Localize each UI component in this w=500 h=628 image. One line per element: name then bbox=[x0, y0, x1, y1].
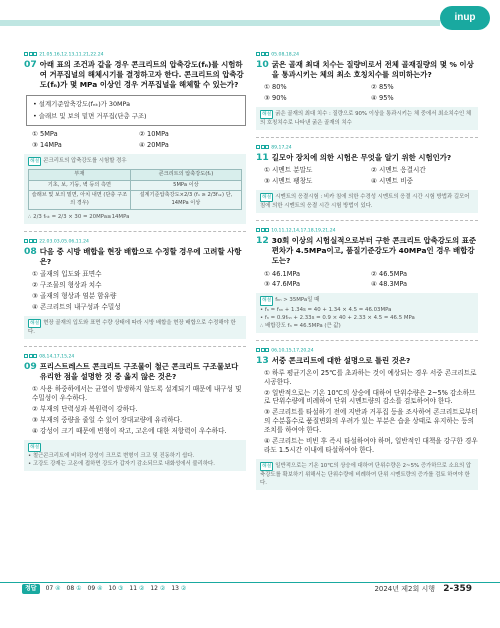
table-header: 콘크리트의 압축강도(fₙ) bbox=[130, 169, 241, 180]
explanation: 해설 일반적으로는 기온 10℃의 상승에 대하여 단위수량은 2~5% 증가하므로 소요의 압축강도를 확보하기 위해서는 단위수량에 비례하여 단위 시멘트량의 증가를 검토 하여야 한다. bbox=[256, 459, 478, 490]
question-number: 12 bbox=[256, 234, 269, 246]
choices bbox=[264, 270, 478, 290]
explanation: 해설 현장 골재의 입도와 표면 수량 상태에 따라 시방 배합을 현장 배합으로 수정해야 한다. bbox=[24, 316, 246, 339]
question-10 bbox=[256, 52, 478, 130]
divider bbox=[256, 137, 478, 138]
question-tag: 05.08,18,24 bbox=[256, 52, 478, 59]
answer-item: 10 ③ bbox=[108, 585, 124, 592]
answer-label: 정답 bbox=[22, 584, 40, 594]
question-text: 아래 표의 조건과 같을 경우 콘크리트의 압축강도(fₙ)를 시험하여 거푸집널의 해체시기를 결정하고자 한다. 콘크리트의 압축강도(fₙ)가 몇 MPa 이상인 경우 거푸집널을 해체할 수 있는가? bbox=[39, 59, 244, 90]
explanation: 해설 fₙₙ > 35MPa일 때 • fₙ = fₙₙ + 1.34s = 40 + 1.34 × 4.5 = 46.03MPa • fₙ = 0.9fₙₙ + 2.33s = 0.9 × 40 + 2.33 × 4.5 = 46.5 MPa ∴ 배합강도 fₙ = 46.5MPa (큰 값) bbox=[256, 293, 478, 333]
divider bbox=[24, 346, 246, 347]
choice[interactable]: ① 사용 하중하에서는 균열이 발생하지 않도록 설계되기 때문에 내구성 및 수밀성이 우수하다. bbox=[32, 385, 242, 403]
explanation: 해설 콘크리트의 압축강도를 시험할 경우 부재 콘크리트의 압축강도(fₙ) 기초, 보, 기둥, 벽 등의 측면 5MPa 이상 슬래브 및 보의 밑면, 아치 내면 (단층 구조의 경우) 설계기준압축강도×2/3 (fₙ ≥ 2/3fₙₖ) 단, 14MPa 이상 ∴ 2/3 fₙₖ = 2/3 × 30 = 20MPa≥14MPa bbox=[24, 154, 246, 224]
explanation-tag: 해설 bbox=[260, 193, 273, 202]
choice[interactable]: ④ 강성이 크기 때문에 변형이 작고, 고온에 대한 저항력이 우수하다. bbox=[32, 426, 227, 435]
question-tag: 89,17,24 bbox=[256, 145, 478, 152]
choice[interactable]: ④ 콘크리트는 비빈 후 즉시 타설하여야 하며, 일반적인 대책을 강구한 경우라도 1.5시간 이내에 타설하여야 한다. bbox=[264, 436, 478, 454]
choice[interactable]: ④ 콘크리트의 내구성과 수밀성 bbox=[32, 302, 121, 311]
choices bbox=[32, 385, 246, 435]
inup-logo: inup bbox=[440, 6, 490, 30]
choice[interactable]: ① 80% bbox=[264, 83, 287, 92]
question-number: 13 bbox=[256, 354, 269, 366]
question-number: 11 bbox=[256, 151, 269, 163]
explanation-tag: 해설 bbox=[28, 157, 41, 166]
choice[interactable]: ② 일반적으로는 기온 10℃의 상승에 대하여 단위수량은 2~5% 감소하므로 단위수량에 비례하여 단위 시멘트량의 감소를 검토하여야 한다. bbox=[264, 388, 476, 406]
condition-box: • 설계기준압축강도(fₙₖ)가 30MPa • 슬래브 및 보의 밑면 거푸집(단층 구조) bbox=[26, 95, 246, 125]
choice[interactable]: ④ 95% bbox=[371, 94, 394, 103]
choice[interactable]: ③ 47.6MPa bbox=[264, 280, 301, 289]
question-tag: 21.05.16,12.13,11.21,22.24 bbox=[24, 52, 246, 59]
question-08 bbox=[24, 239, 246, 339]
explanation-tag: 해설 bbox=[260, 462, 273, 471]
answer-item: 07 ④ bbox=[45, 585, 61, 592]
question-09 bbox=[24, 354, 246, 471]
choices bbox=[32, 130, 246, 150]
choice[interactable]: ③ 14MPa bbox=[32, 140, 62, 149]
explanation: 해설 시멘트의 응결시험 : 비카 침에 의한 수경성 시멘트의 응결 시간 시험 방법과 길모어 침에 의한 시멘트의 응결 시간 시험 방법이 있다. bbox=[256, 190, 478, 213]
question-number: 10 bbox=[256, 58, 269, 70]
question-number: 08 bbox=[24, 245, 37, 257]
divider bbox=[256, 220, 478, 221]
question-11 bbox=[256, 145, 478, 213]
choice[interactable]: ① 5MPa bbox=[32, 129, 58, 138]
explanation: 해설 굵은 골재의 최대 치수 : 질량으로 90% 이상을 통과시키는 체 중에서 최소치수인 체의 호칭치수로 나타낸 굵은 골재의 치수 bbox=[256, 107, 478, 130]
answer-item: 13 ② bbox=[171, 585, 187, 592]
choice[interactable]: ③ 90% bbox=[264, 94, 287, 103]
question-number: 09 bbox=[24, 360, 37, 372]
page-header bbox=[0, 0, 500, 40]
question-13 bbox=[256, 348, 478, 490]
right-column bbox=[256, 52, 478, 494]
edition-text: 2024년 제2회 시행 bbox=[374, 585, 435, 593]
choice[interactable]: ② 구조물의 형상과 치수 bbox=[32, 281, 102, 290]
page-number: 2-359 bbox=[443, 584, 472, 594]
answer-item: 12 ② bbox=[150, 585, 166, 592]
calculation: ∴ 2/3 fₙₖ = 2/3 × 30 = 20MPa≥14MPa bbox=[28, 213, 130, 220]
question-text: 다음 중 시방 배합을 현장 배합으로 수정할 경우에 고려할 사항은? bbox=[39, 246, 242, 266]
table-row: 기초, 보, 기둥, 벽 등의 측면 5MPa 이상 bbox=[29, 180, 242, 191]
question-text: 프리스트레스트 콘크리트 구조물이 철근 콘크리트 구조물보다 유리한 점을 설명한 것 중 옳지 않은 것은? bbox=[39, 361, 239, 381]
explanation-tag: 해설 bbox=[28, 319, 41, 328]
choice[interactable]: ② 85% bbox=[371, 83, 394, 92]
choice[interactable]: ② 시멘트 응결시간 bbox=[371, 166, 426, 175]
page-info bbox=[374, 583, 472, 595]
choice[interactable]: ① 골재의 입도와 표면수 bbox=[32, 270, 102, 279]
choice[interactable]: ④ 20MPa bbox=[139, 140, 169, 149]
question-tag: 08,14,17,15,24 bbox=[24, 354, 246, 361]
choice[interactable]: ② 부재의 단력성과 복원력이 강하다. bbox=[32, 404, 138, 413]
divider bbox=[256, 340, 478, 341]
choice[interactable]: ③ 골재의 형상과 염분 함유량 bbox=[32, 291, 117, 300]
divider bbox=[24, 231, 246, 232]
choices bbox=[32, 270, 246, 312]
question-number: 07 bbox=[24, 58, 37, 70]
explanation: 해설 • 철근콘크리트에 비하여 강성이 크므로 변형이 크고 및 진동하기 쉽다. • 고강도 강재는 고온에 접하면 강도가 갑자기 감소되므로 내화성에서 불리하다. bbox=[24, 440, 246, 471]
choice[interactable]: ③ 콘크리트를 타설하기 전에 지반과 거푸집 등을 조사하여 콘크리트로부터의 수분흡수로 품질변화의 우려가 있는 부분은 습윤 상태로 유지하는 등의 조치를 하여야 한다. bbox=[264, 408, 478, 435]
explanation-tag: 해설 bbox=[28, 443, 41, 452]
explanation-tag: 해설 bbox=[260, 110, 273, 119]
answer-item: 08 ① bbox=[66, 585, 82, 592]
choice[interactable]: ① 46.1MPa bbox=[264, 269, 301, 278]
question-text: 길모아 장치에 의한 시험은 무엇을 알기 위한 시험인가? bbox=[271, 152, 452, 162]
left-column bbox=[24, 52, 246, 475]
question-text: 30회 이상의 시험실적으로부터 구한 콘크리트 압축강도의 표준편차가 4.5MPa이고, 품질기준강도가 40MPa인 경우 배합강도는? bbox=[271, 235, 477, 266]
choice[interactable]: ④ 시멘트 비중 bbox=[371, 177, 413, 185]
choice[interactable]: ③ 시멘트 팽창도 bbox=[264, 177, 313, 185]
table-header: 부재 bbox=[29, 169, 131, 180]
page-footer bbox=[0, 582, 500, 596]
choice[interactable]: ① 하루 평균기온이 25℃를 초과하는 것이 예상되는 경우 서중 콘크리트로 시공한다. bbox=[264, 368, 477, 386]
table-row: 슬래브 및 보의 밑면, 아치 내면 (단층 구조의 경우) 설계기준압축강도×2/3 (fₙ ≥ 2/3fₙₖ) 단, 14MPa 이상 bbox=[29, 191, 242, 210]
choice[interactable]: ② 10MPa bbox=[139, 129, 169, 138]
question-07 bbox=[24, 52, 246, 224]
answer-item: 11 ② bbox=[129, 585, 145, 592]
choice[interactable]: ① 시멘트 분말도 bbox=[264, 166, 313, 175]
question-text: 서중 콘크리트에 대한 설명으로 틀린 것은? bbox=[271, 355, 411, 365]
question-tag: 10,11,12,14,17,18,19,21,24 bbox=[256, 228, 478, 235]
explanation-tag: 해설 bbox=[260, 296, 273, 305]
choice[interactable]: ③ 부재의 중량을 줄일 수 있어 장대교량에 유리하다. bbox=[32, 415, 183, 424]
question-tag: 06,10,15,17,20,24 bbox=[256, 348, 478, 355]
answer-key bbox=[22, 584, 186, 594]
question-tag: 22.03.03,05.06,11.24 bbox=[24, 239, 246, 246]
answer-item: 09 ④ bbox=[87, 585, 103, 592]
choice[interactable]: ④ 48.3MPa bbox=[371, 280, 408, 289]
strength-table bbox=[28, 169, 242, 210]
question-text: 굵은 골재 최대 치수는 질량비로서 전체 골재질량의 몇 % 이상을 통과시키는 체의 최소 호칭치수를 의미하는가? bbox=[271, 59, 474, 79]
choices bbox=[264, 166, 478, 186]
choice[interactable]: ② 46.5MPa bbox=[371, 269, 408, 278]
question-12 bbox=[256, 228, 478, 333]
header-stripe bbox=[0, 20, 440, 26]
choices bbox=[264, 369, 478, 455]
choices bbox=[264, 83, 478, 103]
